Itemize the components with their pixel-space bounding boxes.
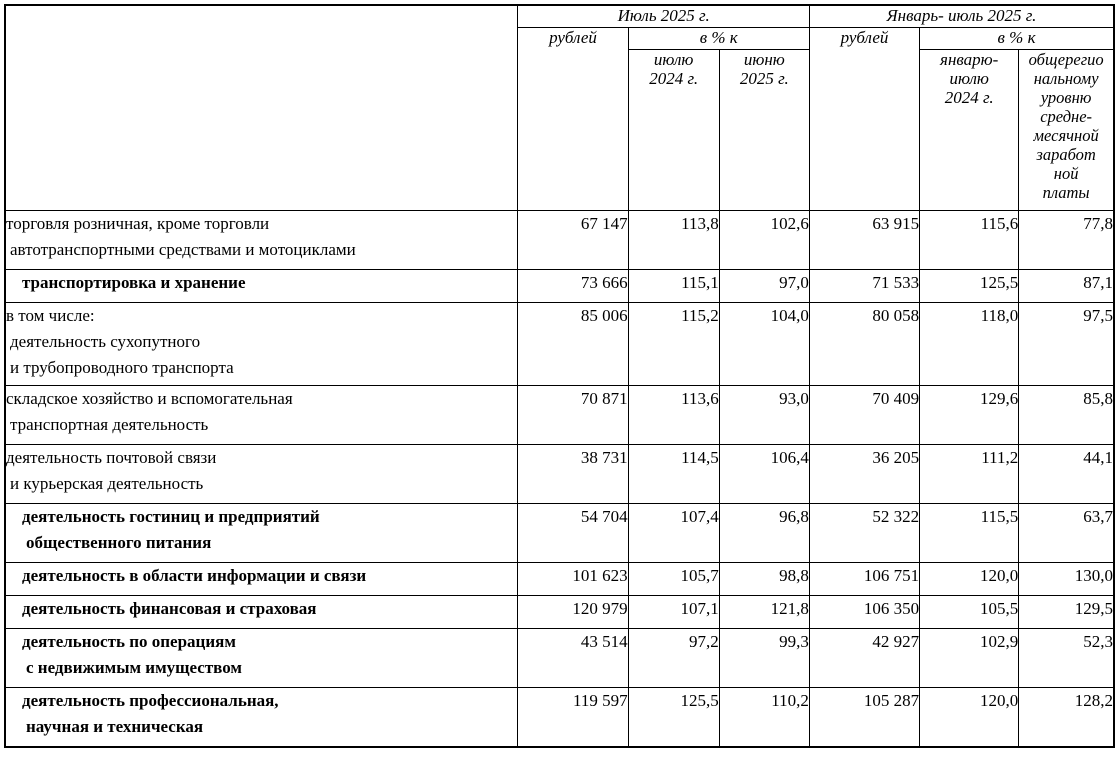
cell-pct-jul2024: 115,1: [628, 270, 719, 303]
cell-pct-jul2024: 113,6: [628, 386, 719, 445]
table-row: [5, 303, 1114, 386]
row-label: [5, 270, 518, 303]
row-label-line: в том числе:: [6, 306, 95, 325]
cell-rubles-jan-jul: 36 205: [809, 445, 919, 504]
row-label-line: общественного питания: [26, 533, 212, 552]
header-rub-jan-jul: рублей: [809, 28, 919, 211]
table-row: [5, 445, 1114, 504]
row-label-line: деятельность по операциям: [22, 632, 236, 651]
cell-rubles-july: 101 623: [518, 563, 628, 596]
cell-pct-jun2025: 99,3: [719, 629, 809, 688]
row-label-line: и трубопроводного транспорта: [10, 358, 234, 377]
table-row: [5, 504, 1114, 563]
cell-pct-janjul2024: 102,9: [920, 629, 1019, 688]
cell-pct-janjul2024: 115,6: [920, 211, 1019, 270]
row-label-line: научная и техническая: [26, 717, 204, 736]
cell-pct-regional: 130,0: [1019, 563, 1114, 596]
header-blank-cell: [5, 5, 518, 211]
row-label: [5, 445, 518, 504]
cell-pct-janjul2024: 129,6: [920, 386, 1019, 445]
table-row: [5, 270, 1114, 303]
header-pct-july: в % к: [628, 28, 809, 50]
cell-pct-janjul2024: 118,0: [920, 303, 1019, 386]
row-label-line: транспортировка и хранение: [22, 273, 246, 292]
row-label-line: деятельность финансовая и страховая: [22, 599, 317, 618]
row-label: [5, 303, 518, 386]
row-label: [5, 629, 518, 688]
cell-pct-jul2024: 97,2: [628, 629, 719, 688]
cell-pct-regional: 87,1: [1019, 270, 1114, 303]
row-label: [5, 211, 518, 270]
wage-statistics-table: [4, 4, 1115, 748]
cell-pct-regional: 77,8: [1019, 211, 1114, 270]
cell-rubles-july: 70 871: [518, 386, 628, 445]
row-label-line: деятельность профессиональная,: [22, 691, 279, 710]
cell-rubles-jan-jul: 52 322: [809, 504, 919, 563]
row-label: [5, 386, 518, 445]
table-row: [5, 596, 1114, 629]
cell-rubles-july: 43 514: [518, 629, 628, 688]
cell-pct-jun2025: 106,4: [719, 445, 809, 504]
cell-pct-regional: 44,1: [1019, 445, 1114, 504]
row-label: [5, 504, 518, 563]
cell-pct-jul2024: 107,4: [628, 504, 719, 563]
cell-pct-jun2025: 110,2: [719, 688, 809, 747]
cell-rubles-jan-jul: 63 915: [809, 211, 919, 270]
cell-pct-janjul2024: 120,0: [920, 688, 1019, 747]
cell-pct-jul2024: 114,5: [628, 445, 719, 504]
row-label-line: транспортная деятельность: [10, 415, 209, 434]
cell-rubles-july: 54 704: [518, 504, 628, 563]
table-row: [5, 629, 1114, 688]
row-label-line: деятельность гостиниц и предприятий: [22, 507, 320, 526]
table-row: [5, 688, 1114, 747]
cell-rubles-jan-jul: 70 409: [809, 386, 919, 445]
cell-pct-janjul2024: 120,0: [920, 563, 1019, 596]
row-label-line: с недвижимым имуществом: [26, 658, 242, 677]
cell-pct-janjul2024: 111,2: [920, 445, 1019, 504]
cell-pct-jul2024: 113,8: [628, 211, 719, 270]
row-label-line: торговля розничная, кроме торговли: [6, 214, 270, 233]
cell-rubles-july: 67 147: [518, 211, 628, 270]
header-rub-july: рублей: [518, 28, 628, 211]
table-row: [5, 211, 1114, 270]
cell-rubles-july: 38 731: [518, 445, 628, 504]
cell-pct-regional: 128,2: [1019, 688, 1114, 747]
cell-pct-janjul2024: 125,5: [920, 270, 1019, 303]
row-label-line: складское хозяйство и вспомогательная: [6, 389, 293, 408]
cell-pct-janjul2024: 115,5: [920, 504, 1019, 563]
cell-rubles-july: 73 666: [518, 270, 628, 303]
cell-rubles-july: 119 597: [518, 688, 628, 747]
table-row: [5, 386, 1114, 445]
cell-rubles-july: 120 979: [518, 596, 628, 629]
cell-pct-jun2025: 104,0: [719, 303, 809, 386]
row-label: [5, 596, 518, 629]
header-col-jul2024: июлю 2024 г.: [628, 50, 719, 211]
row-label-line: и курьерская деятельность: [10, 474, 204, 493]
header-period-jan-jul: Январь- июль 2025 г.: [809, 5, 1114, 28]
cell-pct-regional: 129,5: [1019, 596, 1114, 629]
cell-rubles-jan-jul: 105 287: [809, 688, 919, 747]
row-label: [5, 688, 518, 747]
table-row: [5, 563, 1114, 596]
cell-pct-regional: 97,5: [1019, 303, 1114, 386]
cell-pct-regional: 63,7: [1019, 504, 1114, 563]
cell-pct-jun2025: 96,8: [719, 504, 809, 563]
header-col-janjul2024: январю- июлю 2024 г.: [920, 50, 1019, 211]
cell-rubles-july: 85 006: [518, 303, 628, 386]
cell-pct-janjul2024: 105,5: [920, 596, 1019, 629]
cell-pct-jun2025: 97,0: [719, 270, 809, 303]
cell-pct-jul2024: 115,2: [628, 303, 719, 386]
row-label-line: автотранспортными средствами и мотоциклами: [10, 240, 356, 259]
row-label-line: деятельность почтовой связи: [6, 448, 217, 467]
cell-pct-jun2025: 102,6: [719, 211, 809, 270]
cell-pct-jun2025: 98,8: [719, 563, 809, 596]
row-label-line: деятельность в области информации и связи: [22, 566, 367, 585]
cell-pct-regional: 52,3: [1019, 629, 1114, 688]
cell-pct-regional: 85,8: [1019, 386, 1114, 445]
header-pct-jan-jul: в % к: [920, 28, 1114, 50]
cell-pct-jul2024: 125,5: [628, 688, 719, 747]
header-col-jun2025: июню 2025 г.: [719, 50, 809, 211]
cell-pct-jun2025: 121,8: [719, 596, 809, 629]
header-col-regional: общерегио нальному уровню средне- месячной заработ ной платы: [1019, 50, 1114, 211]
cell-pct-jun2025: 93,0: [719, 386, 809, 445]
row-label-line: деятельность сухопутного: [10, 332, 201, 351]
cell-rubles-jan-jul: 106 751: [809, 563, 919, 596]
cell-rubles-jan-jul: 106 350: [809, 596, 919, 629]
row-label: [5, 563, 518, 596]
cell-rubles-jan-jul: 42 927: [809, 629, 919, 688]
cell-pct-jul2024: 107,1: [628, 596, 719, 629]
cell-rubles-jan-jul: 71 533: [809, 270, 919, 303]
cell-pct-jul2024: 105,7: [628, 563, 719, 596]
header-period-july: Июль 2025 г.: [518, 5, 810, 28]
cell-rubles-jan-jul: 80 058: [809, 303, 919, 386]
